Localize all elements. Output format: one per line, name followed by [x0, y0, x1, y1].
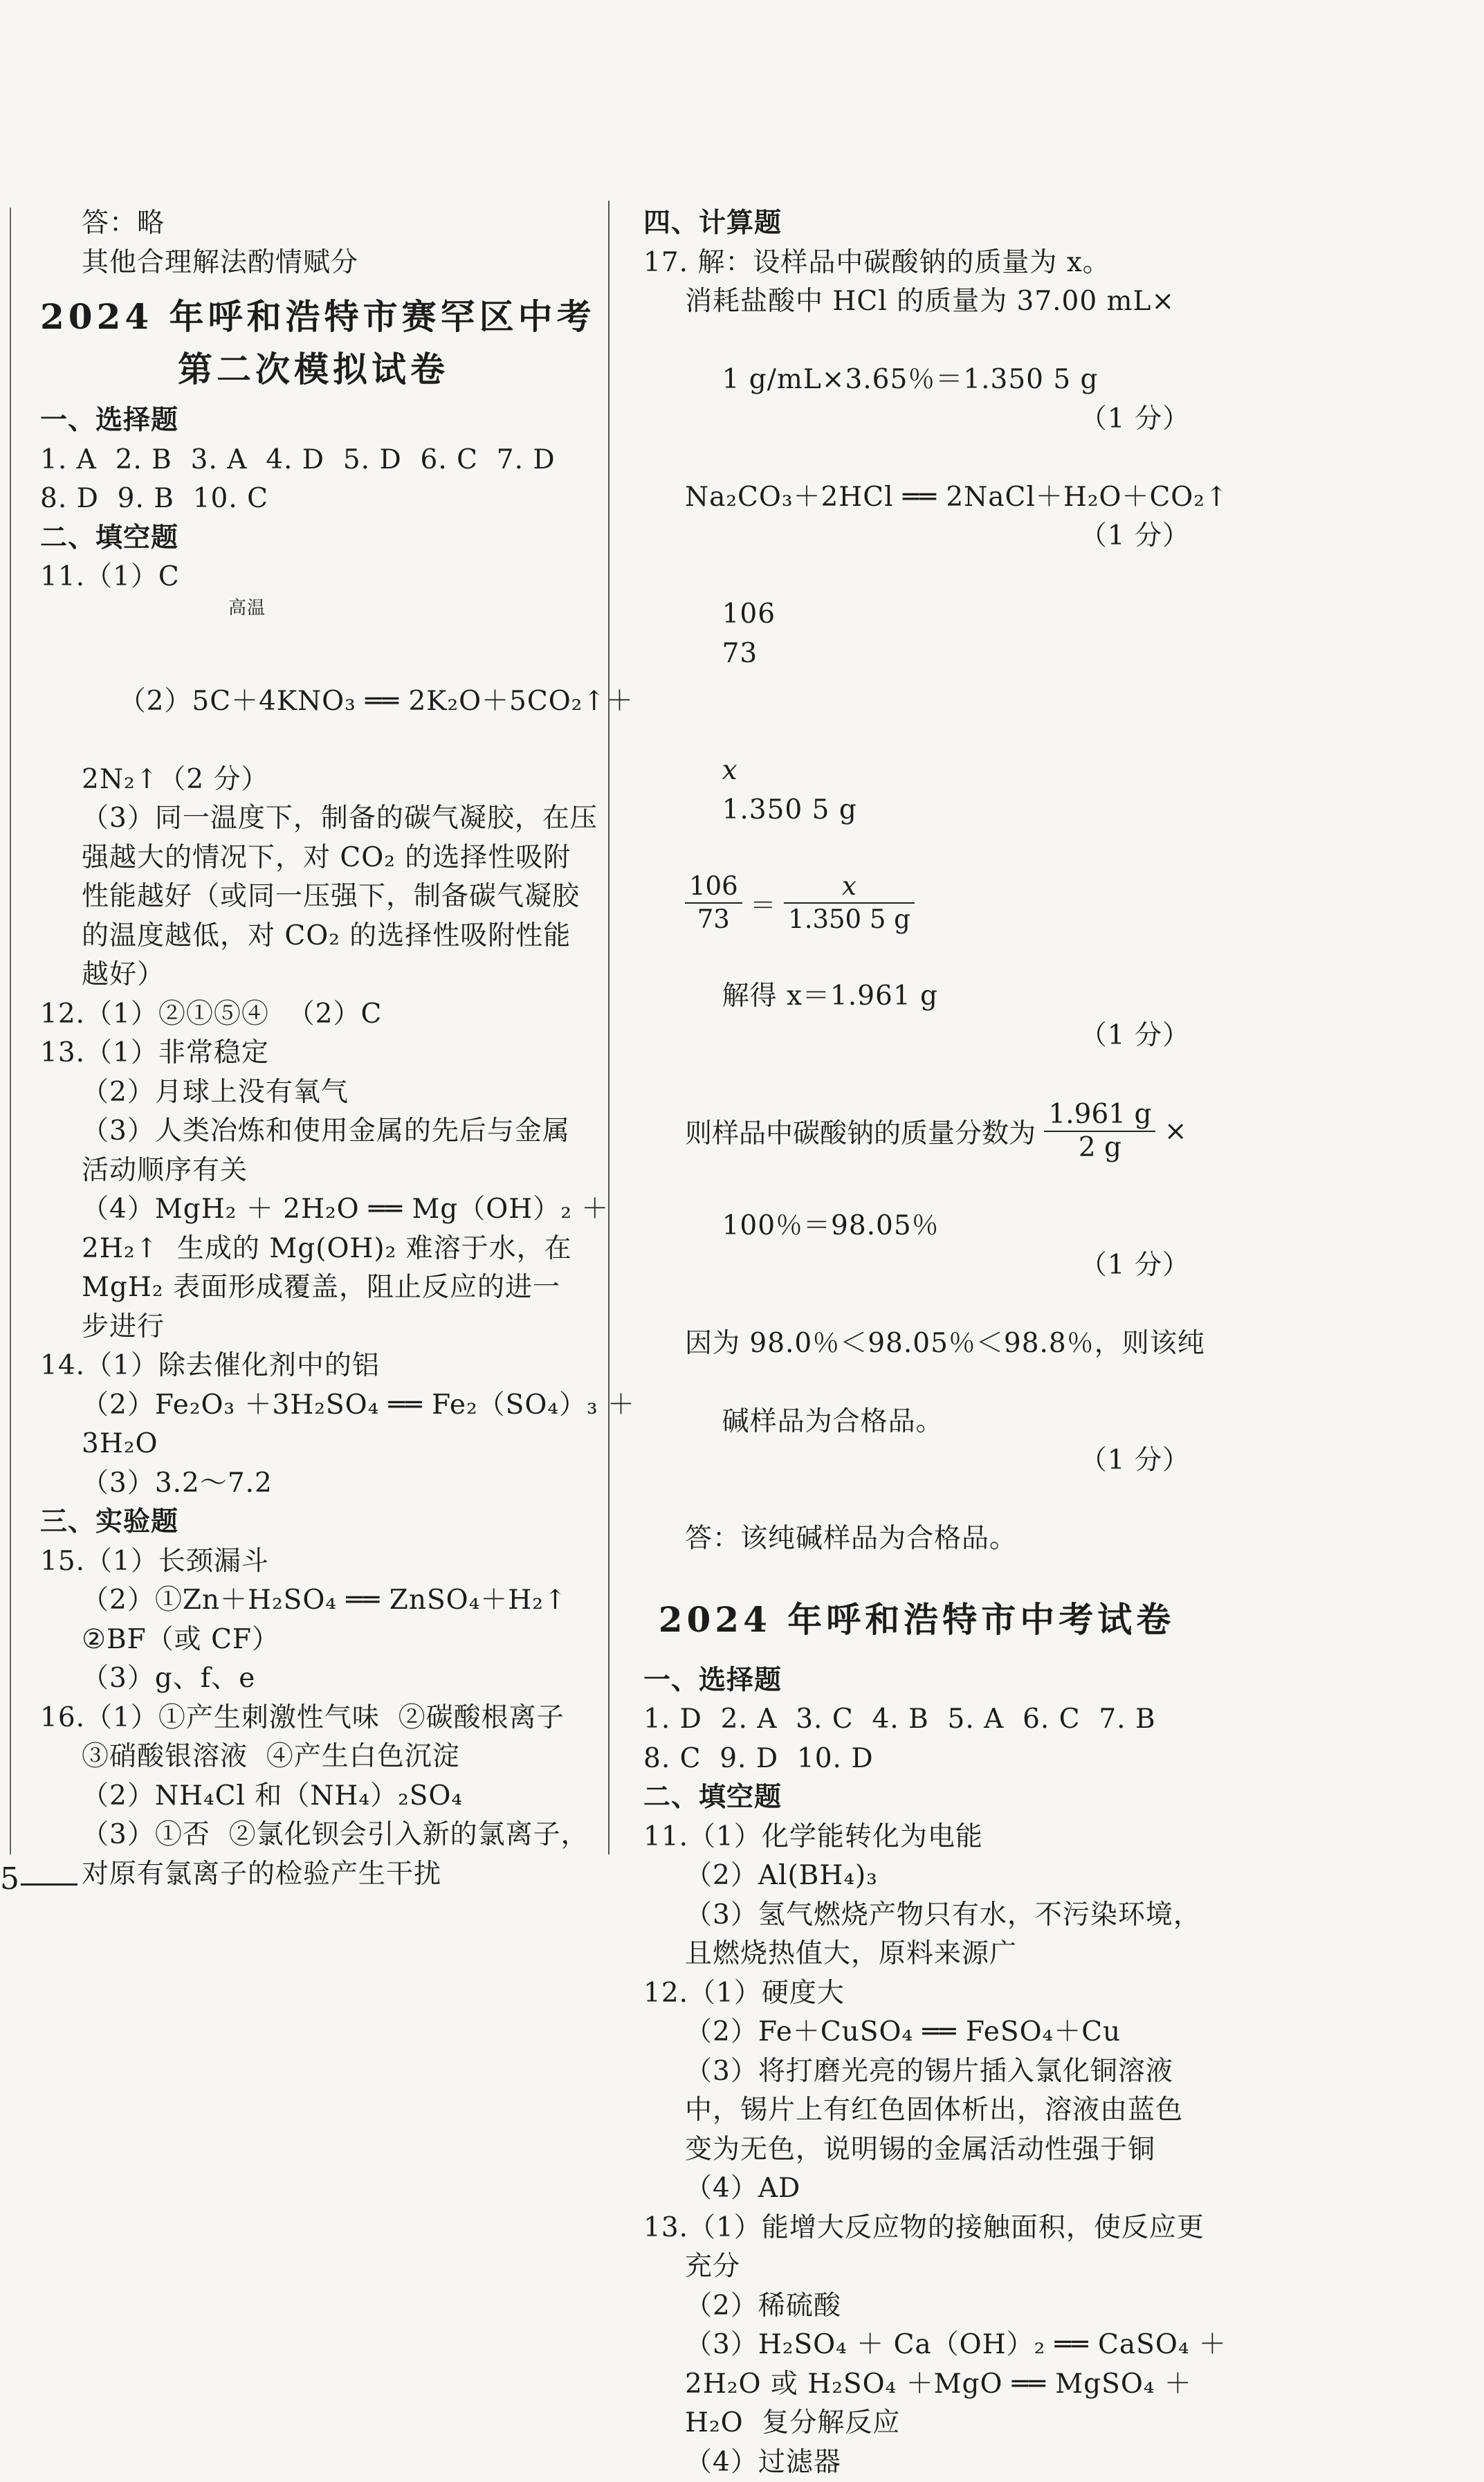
section-heading: 三、实验题 — [40, 1503, 587, 1542]
scoring-note: 其他合理解法酌情赋分 — [40, 244, 587, 283]
points-label: （1 分） — [1080, 1246, 1190, 1286]
q15-part1: 15.（1）长颈漏斗 — [40, 1542, 587, 1582]
q13-part4: 2H₂↑ 生成的 Mg(OH)₂ 难溶于水，在 — [40, 1230, 587, 1269]
denominator: 1.350 5 g — [784, 904, 915, 936]
q13-part4: MgH₂ 表面形成覆盖，阻止反应的进一 — [40, 1268, 587, 1308]
section-heading: 四、计算题 — [643, 204, 1190, 244]
denominator: 2 g — [1044, 1132, 1155, 1164]
q11-part3: （3）氢气燃烧产物只有水，不污染环境， — [643, 1896, 1190, 1935]
q13-part3: （3）H₂SO₄ ＋ Ca（OH）₂ ══ CaSO₄ ＋ — [643, 2326, 1190, 2365]
q13-part3: 2H₂O 或 H₂SO₄ ＋MgO ══ MgSO₄ ＋ — [643, 2365, 1190, 2405]
q13-part1: 13.（1）非常稳定 — [40, 1034, 587, 1073]
q12-part3: 变为无色，说明锡的金属活动性强于铜 — [643, 2130, 1190, 2170]
q16-part2: （2）NH₄Cl 和（NH₄）₂SO₄ — [40, 1777, 587, 1816]
numerator: 106 — [685, 870, 742, 904]
q12-part1: 12.（1）硬度大 — [643, 1974, 1190, 2014]
mc-answers-row2: 8. C 9. D 10. D — [643, 1740, 1190, 1779]
right-column — [643, 204, 1190, 2482]
fraction — [1044, 1099, 1155, 1164]
q13-part2: （2）月球上没有氧气 — [40, 1073, 587, 1113]
q13-part4: （4）MgH₂ ＋ 2H₂O ══ Mg（OH）₂ ＋ — [40, 1190, 587, 1230]
q17-points: （1 分） — [643, 517, 1190, 556]
mc-answers-row1: 1. D 2. A 3. C 4. B 5. A 6. C 7. B — [643, 1700, 1190, 1740]
q11-part3: （3）同一温度下，制备的碳气凝胶，在压 — [40, 799, 587, 839]
q11-part2: （2）Al(BH₄)₃ — [643, 1856, 1190, 1896]
q14-part3: （3）3.2～7.2 — [40, 1464, 587, 1504]
q14-part2: （2）Fe₂O₃ ＋3H₂SO₄ ══ Fe₂（SO₄）₃ ＋ — [40, 1386, 587, 1425]
exam2-title: 2024 年呼和浩特市中考试卷 — [643, 1594, 1190, 1646]
mc-answers-row2: 8. D 9. B 10. C — [40, 480, 587, 519]
q13-part1: 充分 — [643, 2247, 1190, 2287]
q13-part3: 活动顺序有关 — [40, 1151, 587, 1191]
q11-part1: 11.（1）化学能转化为电能 — [643, 1818, 1190, 1857]
numerator: 1.961 g — [1044, 1099, 1155, 1132]
q16-part3: 对原有氯离子的检验产生干扰 — [40, 1855, 587, 1895]
fraction — [784, 870, 915, 936]
mc-answers-row1: 1. A 2. B 3. A 4. D 5. D 6. C 7. D — [40, 441, 587, 480]
q17-equation: Na₂CO₃＋2HCl ══ 2NaCl＋H₂O＋CO₂↑ — [643, 478, 1190, 518]
step-text: 100％＝98.05％ — [722, 1210, 940, 1241]
q12-part2: （2）Fe＋CuSO₄ ══ FeSO₄＋Cu — [643, 2013, 1190, 2052]
q14-part1: 14.（1）除去催化剂中的铝 — [40, 1347, 587, 1386]
q15-part2: ②BF（或 CF） — [40, 1621, 587, 1660]
q17-compare: 因为 98.0％＜98.05％＜98.8％，则该纯 — [643, 1324, 1190, 1364]
q12-part3: 中，锡片上有红色固体析出，溶液由蓝色 — [643, 2091, 1190, 2130]
mass-value: 1.350 5 g — [722, 794, 857, 825]
equation-text: （2）5C＋4KNO₃ ══ 2K₂O＋5CO₂↑＋ — [119, 686, 634, 717]
points-label: （1 分） — [1080, 1441, 1190, 1481]
q11-part2-cont: 2N₂↑（2 分） — [40, 760, 587, 800]
q13-part2: （2）稀硫酸 — [643, 2287, 1190, 2326]
q16-part1: 16.（1）①产生刺激性气味 ②碳酸根离子 — [40, 1699, 587, 1738]
page-number: 5 — [0, 1861, 19, 1897]
q16-part3: （3）①否 ②氯化钡会引入新的氯离子， — [40, 1816, 587, 1855]
q15-part3: （3）g、f、e — [40, 1659, 587, 1699]
points-label: （1 分） — [1080, 1016, 1190, 1056]
q12-part4: （4）AD — [643, 2169, 1190, 2209]
left-column — [40, 204, 587, 1894]
q11-part1: 11.（1）C — [40, 558, 587, 597]
q13-part4: （4）过滤器 — [643, 2443, 1190, 2482]
q13-part4: 步进行 — [40, 1308, 587, 1347]
q17-percent: 则样品中碳酸钠的质量分数为 $\frac{1.961 g}{2 g}$ × — [643, 1099, 1190, 1164]
step-text: 则样品中碳酸钠的质量分数为 — [685, 1118, 1036, 1149]
points-label: （1 分） — [1080, 400, 1190, 439]
q13-part3: （3）人类冶炼和使用金属的先后与金属 — [40, 1112, 587, 1151]
molar-mass: 106 — [722, 595, 833, 635]
exam1-title-line1: 2024 年呼和浩特市赛罕区中考 — [40, 291, 587, 343]
q11-part2-equation — [40, 604, 587, 760]
q11-part3: 强越大的情况下，对 CO₂ 的选择性吸附 — [40, 839, 587, 878]
exam1-title-line2: 第二次模拟试卷 — [40, 343, 587, 396]
q12-part3: （3）将打磨光亮的锡片插入氯化铜溶液 — [643, 2052, 1190, 2092]
unknown-var: x — [722, 751, 833, 791]
section-heading: 二、填空题 — [643, 1778, 1190, 1818]
q17-proportion: $\frac{106}{73}$ ＝ $\frac{x}{1.350 5 g}$ — [643, 870, 1190, 936]
q12-answer: 12.（1）②①⑤④ （2）C — [40, 995, 587, 1034]
q13-part3: H₂O 复分解反应 — [643, 2404, 1190, 2443]
section-heading: 一、选择题 — [643, 1661, 1190, 1701]
numerator: x — [784, 870, 915, 904]
q11-part3: 性能越好（或同一压强下，制备碳气凝胶 — [40, 877, 587, 917]
section-heading: 一、选择题 — [40, 401, 587, 441]
q17-conclusion — [643, 1363, 1190, 1520]
q16-part1: ③硝酸银溶液 ④产生白色沉淀 — [40, 1737, 587, 1777]
column-divider — [608, 201, 610, 1854]
q17-intro: 17. 解：设样品中碳酸钠的质量为 x。 — [643, 244, 1190, 283]
q11-part3: 且燃烧热值大，原料来源广 — [643, 1935, 1190, 1974]
q17-ratio-row — [643, 556, 1190, 713]
section-heading: 二、填空题 — [40, 519, 587, 558]
q13-part1: 13.（1）能增大反应物的接触面积，使反应更 — [643, 2209, 1190, 2248]
step-text: 1 g/mL×3.65％＝1.350 5 g — [722, 364, 1099, 395]
q17-answer: 答：该纯碱样品为合格品。 — [643, 1520, 1190, 1559]
denominator: 73 — [685, 904, 742, 936]
q17-solve — [643, 938, 1190, 1095]
q11-part3: 的温度越低，对 CO₂ 的选择性吸附性能 — [40, 917, 587, 956]
q15-part2: （2）①Zn＋H₂SO₄ ══ ZnSO₄＋H₂↑ — [40, 1581, 587, 1621]
fraction — [685, 870, 742, 936]
q17-step: 消耗盐酸中 HCl 的质量为 37.00 mL× — [643, 282, 1190, 322]
q14-part2: 3H₂O — [40, 1425, 587, 1464]
q11-part3: 越好） — [40, 956, 587, 995]
answer-line: 答：略 — [40, 204, 587, 244]
step-text: 碱样品为合格品。 — [722, 1406, 944, 1437]
q17-step — [643, 322, 1190, 478]
reaction-condition: 高温 — [228, 589, 266, 628]
q17-mass-row — [643, 713, 1190, 869]
molar-mass: 73 — [722, 638, 758, 669]
page-edge-rule — [10, 208, 11, 1854]
page-number-rule — [21, 1883, 77, 1886]
q17-result — [643, 1168, 1190, 1324]
step-text: 解得 x＝1.961 g — [722, 980, 938, 1012]
